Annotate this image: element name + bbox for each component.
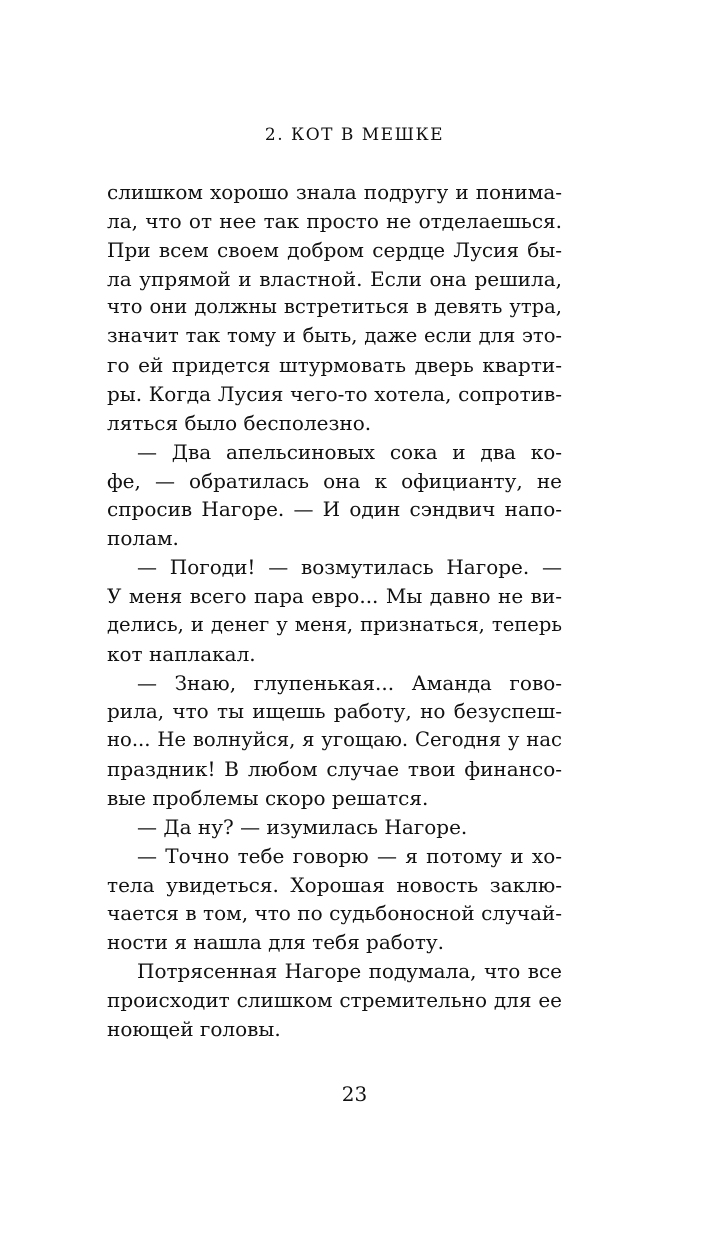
text-line: полам. [107, 526, 179, 551]
text-line: У меня всего пара евро... Мы давно не ви- [107, 584, 562, 609]
text-line: делись, и денег у меня, признаться, теперь [107, 612, 562, 636]
text-line: — Знаю, глупенькая... Аманда гово- [137, 670, 562, 695]
text-line: кот наплакал. [107, 641, 256, 666]
text-line: чается в том, что по судьбоносной случай- [107, 901, 562, 926]
text-line: ности я нашла для тебя работу. [107, 930, 445, 955]
text-line: го ей придется штурмовать дверь кварти- [107, 353, 562, 378]
text-line: ноющей головы. [107, 1016, 281, 1041]
text-line: рила, что ты ищешь работу, но безуспеш- [107, 699, 562, 724]
text-line: происходит слишком стремительно для ее [107, 988, 562, 1013]
text-line: спросив Нагоре. — И один сэндвич напо- [107, 497, 562, 522]
text-line: — Да ну? — изумилась Нагоре. [137, 814, 468, 839]
text-line: праздник! В любом случае твои финансо- [107, 757, 562, 782]
text-line: что они должны встретиться в девять утра, [107, 295, 562, 319]
text-line: — Точно тебе говорю — я потому и хо- [137, 843, 562, 868]
running-head: 2. КОТ В МЕШКЕ [264, 125, 445, 145]
text-line: значит так тому и быть, даже если для это- [107, 324, 562, 348]
text-line: ла, что от нее так просто не отделаешься. [107, 208, 562, 233]
body-text [107, 178, 562, 1044]
text-line: — Погоди! — возмутилась Нагоре. — [137, 555, 562, 580]
text-line: ляться было бесполезно. [107, 410, 372, 435]
text-line: фе, — обратилась она к официанту, не [107, 468, 562, 493]
text-line: вые проблемы скоро решатся. [107, 786, 429, 811]
text-line: тела увидеться. Хорошая новость заклю- [107, 872, 562, 897]
text-line: слишком хорошо знала подругу и понима- [107, 180, 562, 204]
page-number: 23 [341, 1082, 368, 1106]
text-line: При всем своем добром сердце Лусия бы- [107, 237, 562, 262]
text-line: Потрясенная Нагоре подумала, что все [137, 959, 562, 984]
text-line: но... Не волнуйся, я угощаю. Сегодня у нас [107, 728, 562, 752]
text-line: ры. Когда Лусия чего-то хотела, сопротив- [107, 382, 562, 407]
text-line: — Два апельсиновых сока и два ко- [137, 439, 562, 464]
text-line: ла упрямой и властной. Если она решила, [107, 266, 562, 291]
